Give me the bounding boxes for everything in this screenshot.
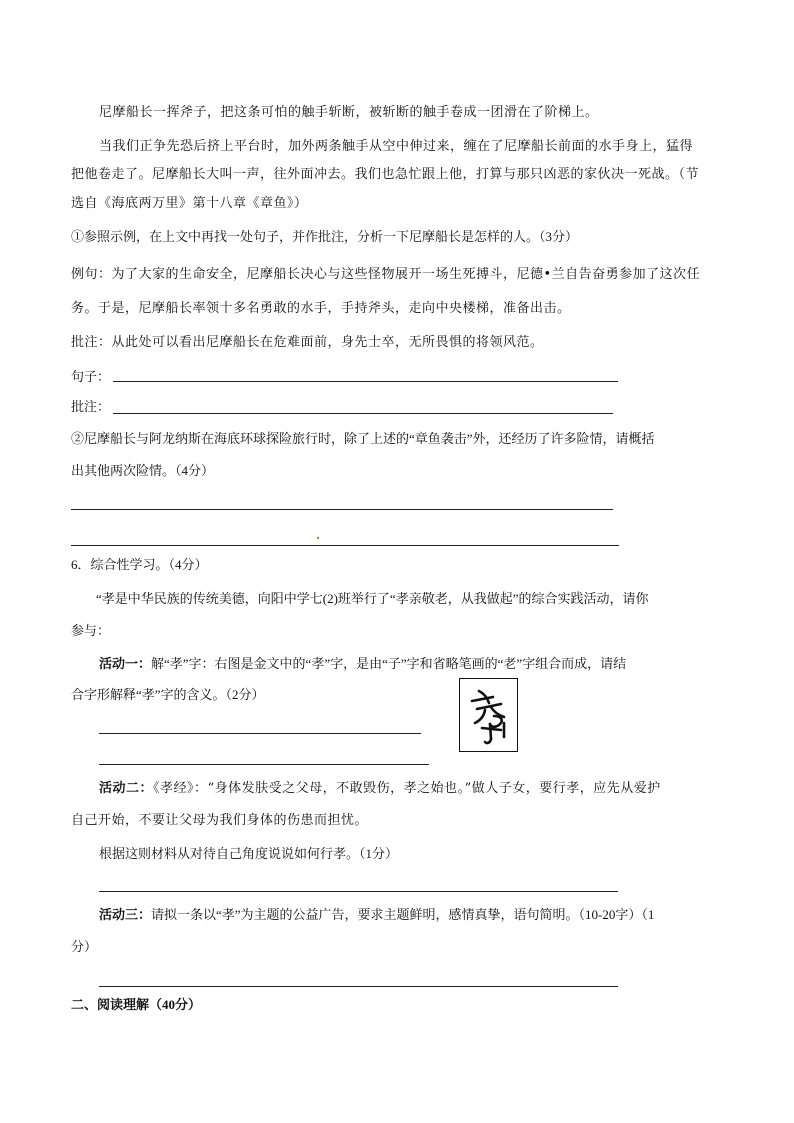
- activity-2-answer-line[interactable]: [99, 891, 618, 892]
- example-line-2: 务。于是，尼摩船长率领十多名勇敢的水手，手持斧头，走向中央楼梯，准备出击。: [71, 301, 571, 316]
- question-2-line-1: ②尼摩船长与阿龙纳斯在海底环球探险旅行时，除了上述的“章鱼袭击”外，还经历了许多险情，请概括: [71, 431, 655, 446]
- q6-intro-line-1: “孝是中华民族的传统美德，向阳中学七(2)班举行了“孝亲敬老，从我做起”的综合实践活动，请你: [96, 591, 649, 606]
- jinwen-xiao-image: [459, 678, 518, 752]
- jinwen-xiao-glyph-icon: [460, 679, 517, 751]
- activity-1-line-1: [99, 655, 626, 673]
- activity-1-label: 活动一：: [99, 656, 152, 671]
- stray-dot: [317, 537, 319, 539]
- passage-line-3: 把他卷走了。尼摩船长大叫一声，往外面冲去。我们也急忙跟上他，打算与那只凶恶的家伙决一死战。（节: [71, 167, 700, 182]
- sentence-answer-line[interactable]: [113, 381, 618, 382]
- activity-1-answer-line-2[interactable]: [99, 764, 429, 765]
- q2-answer-line-1[interactable]: [71, 509, 613, 510]
- activity-2-line-2: 自己开始，不要让父母为我们身体的伤患而担忧。: [71, 813, 369, 828]
- activity-3-line-2: 分）: [71, 939, 98, 954]
- question-6-title: 6．综合性学习。（4分）: [71, 557, 208, 572]
- annotation-label: 批注：: [71, 399, 111, 414]
- activity-1-answer-line-1[interactable]: [99, 733, 421, 734]
- question-1: ①参照示例，在上文中再找一处句子，并作批注，分析一下尼摩船长是怎样的人。（3分）: [71, 229, 579, 244]
- question-2-line-2: 出其他两次险情。（4分）: [71, 463, 215, 478]
- q6-intro-line-2: 参与：: [71, 623, 111, 638]
- q2-answer-line-2[interactable]: [71, 545, 619, 546]
- sentence-label: 句子：: [71, 369, 111, 384]
- passage-source: 选自《海底两万里》第十八章《章鱼》）: [71, 196, 308, 211]
- annotation-example: 批注：从此处可以看出尼摩船长在危难面前，身先士卒，无所畏惧的将领风范。: [71, 335, 544, 350]
- activity-2-question: 根据这则材料从对待自己角度说说如何行孝。（1分）: [99, 846, 399, 861]
- activity-3-text: 请拟一条以“孝”为主题的公益广告，要求主题鲜明，感情真挚，语句简明。（10-20字）（1: [151, 907, 655, 922]
- annotation-answer-line[interactable]: [113, 413, 613, 414]
- activity-3-label: 活动三：: [99, 907, 152, 922]
- activity-2-line-1: [99, 779, 661, 798]
- activity-2-label: 活动二：: [99, 780, 154, 795]
- example-line-1: 例句：为了大家的生命安全，尼摩船长决心与这些怪物展开一场生死搏斗，尼德•兰自告奋勇参加了这次任: [71, 267, 701, 282]
- passage-line-1: 尼摩船长一挥斧子，把这条可怕的触手斩断，被斩断的触手卷成一团滑在了阶梯上。: [99, 105, 599, 120]
- activity-1-text: 解“孝”字：右图是金文中的“孝”字，是由“子”字和省略笔画的“老”字组合而成，请结: [151, 656, 627, 671]
- activity-2-text: 《孝经》：“身体发肤受之父母，不敢毁伤，孝之始也。”做人子女，要行孝，应先从爱护: [153, 781, 661, 796]
- section-2-heading: 二、阅读理解（40分）: [71, 997, 202, 1012]
- activity-1-line-2: 合字形解释“孝”字的含义。（2分）: [71, 687, 265, 702]
- activity-3-answer-line[interactable]: [99, 986, 618, 987]
- activity-3-line-1: [99, 906, 654, 924]
- passage-line-2: 当我们正争先恐后挤上平台时，加外两条触手从空中伸过来，缠在了尼摩船长前面的水手身上，猛得: [99, 139, 694, 154]
